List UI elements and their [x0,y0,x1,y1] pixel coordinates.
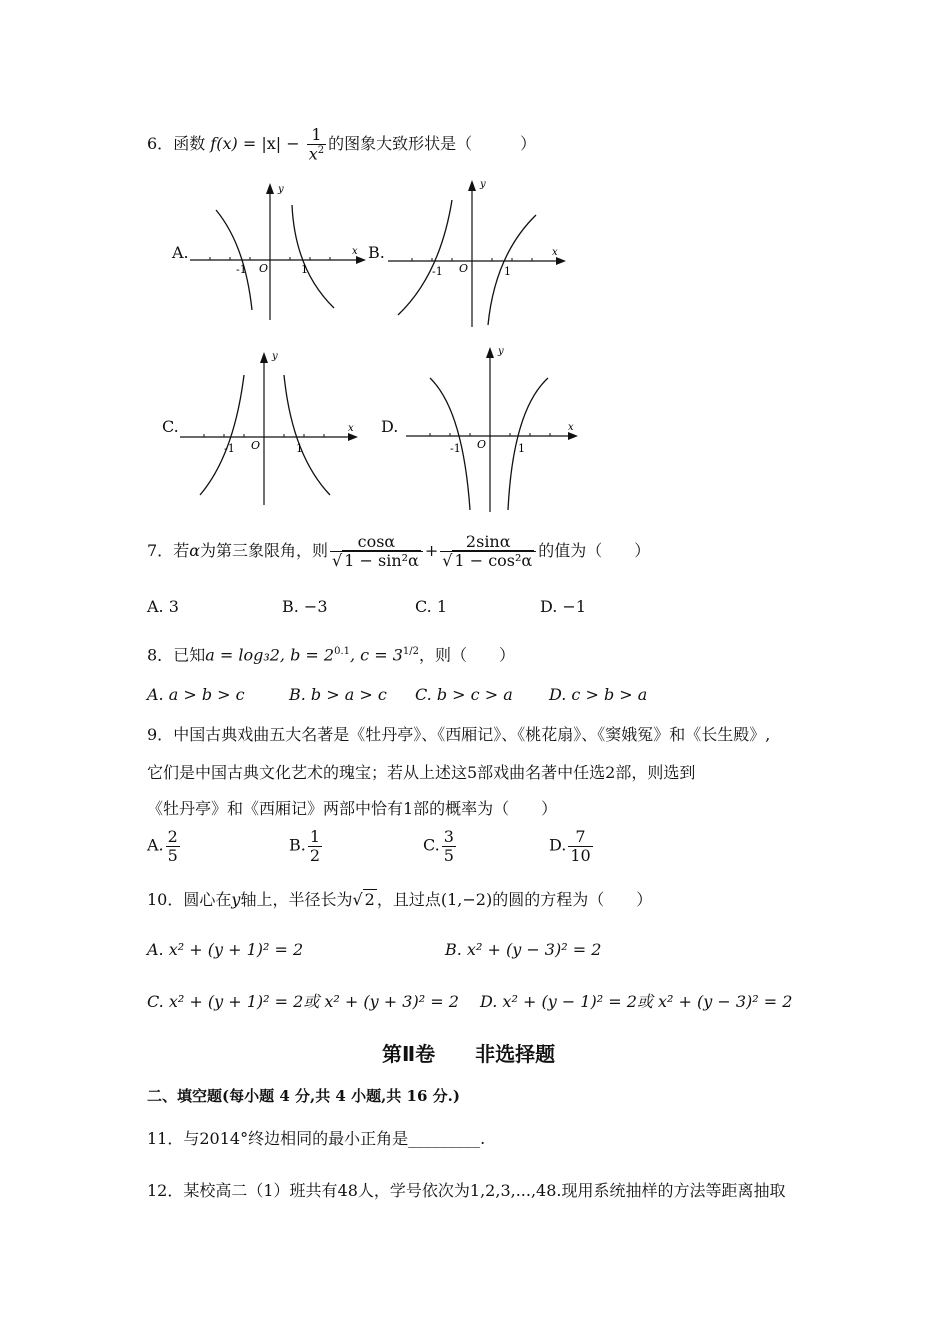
q8-option-b[interactable]: B. b > a > c [289,685,387,704]
q7-fraction-2: $\frac{2\sin\alpha}{\text{√ 1 − cos²α}}$ [440,533,536,569]
q7-fraction-1: $\frac{\cos\alpha}{\text{√ 1 − sin²α}}$ [330,533,423,569]
q10-option-c[interactable]: C. x² + (y + 1)² = 2或 x² + (y + 3)² = 2 [147,992,459,1011]
graph-a-pos: 1 [301,263,308,276]
graph-a-neg: -1 [236,263,247,276]
graph-a-xlabel: x [352,246,358,257]
q7-option-a[interactable]: A. 3 [147,597,179,616]
q6-option-b-label[interactable]: B. [368,243,385,262]
q8-option-c[interactable]: C. b > c > a [415,685,513,704]
graph-c-neg: -1 [224,442,235,455]
graph-a-origin: O [259,262,269,275]
graph-b-pos: 1 [504,265,511,278]
q11: 11．与2014°终边相同的最小正角是_________. [147,1129,486,1148]
graph-a-ylabel: y [278,184,284,195]
q7-option-b[interactable]: B. −3 [282,597,328,616]
q7-option-d[interactable]: D. −1 [540,597,587,616]
q6-graph-b[interactable] [380,175,570,330]
q12: 12．某校高二（1）班共有48人，学号依次为1,2,3,...,48.现用系统抽样的方法等距离抽取 [147,1181,786,1200]
q6-fx: f(x) [210,133,238,153]
q6-option-a-label[interactable]: A. [172,243,189,262]
q9-line-3: 《牡丹亭》和《西厢记》两部中恰有1部的概率为（ ） [147,799,558,818]
q8-option-d[interactable]: D. c > b > a [549,685,648,704]
graph-b-xlabel: x [552,247,558,258]
graph-c-origin: O [251,439,261,452]
graph-c-ylabel: y [272,351,278,362]
q6-eq: = |x| − [237,133,305,153]
graph-c-pos: 1 [296,442,303,455]
q10-radius: 2 [364,890,375,909]
section-fill-in-blank: 二、填空题(每小题 4 分,共 4 小题,共 16 分.) [147,1087,460,1105]
q9-line-1: 9．中国古典戏曲五大名著是《牡丹亭》、《西厢记》、《桃花扇》、《窦娥冤》和《长生殿》, [147,725,771,744]
graph-d-neg: -1 [450,442,461,455]
part2-title: 第Ⅱ卷 非选择题 [382,1042,556,1066]
graph-b-ylabel: y [480,179,486,190]
q8-expr: a = log₃2, b = 2 [205,645,335,665]
q6-stem [147,126,536,166]
q7-option-c[interactable]: C. 1 [415,597,448,616]
graph-d-xlabel: x [568,422,574,433]
q6-graph-d[interactable] [398,340,588,515]
graph-d-ylabel: y [498,346,504,357]
q10-option-d[interactable]: D. x² + (y − 1)² = 2或 x² + (y − 3)² = 2 [480,992,793,1011]
q9-line-2: 它们是中国古典文化艺术的瑰宝；若从上述这5部戏曲名著中任选2部，则选到 [147,763,696,782]
q10-point: (1,−2) [440,890,493,909]
q10-option-a[interactable]: A. x² + (y + 1)² = 2 [147,940,304,959]
q9-option-a[interactable]: A. $\frac{2}{5}$ [147,827,178,865]
q9-option-c[interactable]: C. $\frac{3}{5}$ [423,827,454,865]
q8-option-a[interactable]: A. a > b > c [147,685,245,704]
graph-c-xlabel: x [348,423,354,434]
q10-stem: 10．圆心在y轴上，半径长为√ 2 ，且过点(1,−2)的圆的方程为（ ） [147,890,653,909]
graph-b-origin: O [459,262,469,275]
q6-graph-c[interactable] [172,345,362,510]
q6-prefix: 函数 [173,133,206,153]
q7-stem: 7．若α为第三象限角，则 $\frac{\cos\alpha}{\text{√ 1 − sin²α}}$ + $\frac{2\sin\alpha}{\text{√ 1 − cos²α}}$ 的值为（ ） [147,532,651,570]
graph-d-origin: O [477,438,487,451]
q6-option-c-label[interactable]: C. [162,417,179,436]
q10-option-b[interactable]: B. x² + (y − 3)² = 2 [445,940,602,959]
graph-d-pos: 1 [518,442,525,455]
q6-fraction: $\frac{1}{x^2}$ [308,125,325,163]
q6-option-d-label[interactable]: D. [381,417,399,436]
q6-suffix: 的图象大致形状是（ ） [328,133,537,153]
q7-alpha: α [189,541,201,560]
q6-graph-a[interactable] [180,180,370,325]
q9-option-d[interactable]: D. $\frac{7}{10}$ [549,827,591,865]
q8-stem: 8．已知a = log₃2, $b = 2^{0.1}$, $c = 3^{1/2}$，则（ ） [147,645,515,665]
q9-option-b[interactable]: B. $\frac{1}{2}$ [289,827,321,865]
graph-b-neg: -1 [432,265,443,278]
q6-number: 6． [147,133,174,153]
